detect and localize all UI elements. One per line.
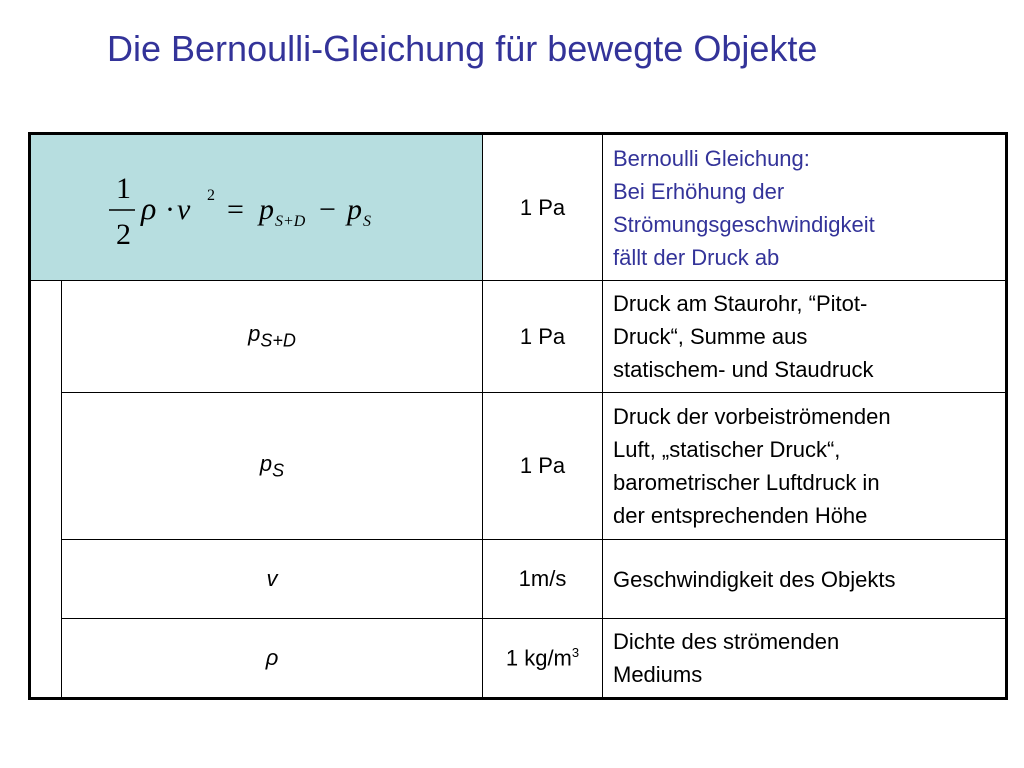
description-cell <box>603 393 1007 540</box>
symbol-cell <box>62 393 483 540</box>
symbol-cell <box>62 619 483 699</box>
table-row <box>30 540 1007 619</box>
description-line: der entsprechenden Höhe <box>613 503 868 528</box>
description-line: Geschwindigkeit des Objekts <box>613 566 896 592</box>
empty-side-cell <box>30 281 62 699</box>
description-line: Bernoulli Gleichung: <box>613 145 810 171</box>
slide-title: Die Bernoulli-Gleichung für bewegte Objekte <box>107 28 818 69</box>
description-cell <box>603 619 1007 699</box>
table-row <box>30 619 1007 699</box>
formula-v: v <box>176 192 190 226</box>
description-line: barometrischer Luftdruck in <box>613 470 880 495</box>
description-line: Strömungsgeschwindigkeit <box>613 211 875 237</box>
formula-minus: − <box>318 192 336 226</box>
symbol-subscript: S <box>272 460 285 481</box>
symbol: v <box>266 566 278 591</box>
formula-numerator: 1 <box>115 171 131 205</box>
description-line: Bei Erhöhung der <box>613 178 785 204</box>
formula-cell <box>30 134 483 281</box>
symbol-subscript: S+D <box>260 330 296 351</box>
formula-dot: · <box>164 192 175 226</box>
description-line: Dichte des strömenden <box>613 629 840 654</box>
formula-p1: p <box>258 192 274 226</box>
description-line: Druck am Staurohr, “Pitot- <box>613 291 868 316</box>
formula-exponent: 2 <box>206 186 215 204</box>
description-line: statischem- und Staudruck <box>613 357 874 382</box>
symbol: ρ <box>265 645 279 670</box>
description-line: Druck“, Summe aus <box>613 324 808 349</box>
unit-cell: 1m/s <box>483 540 603 619</box>
symbol: p <box>248 321 261 347</box>
symbol-cell <box>62 540 483 619</box>
description-line: Druck der vorbeiströmenden <box>613 404 891 429</box>
formula-sub1: S+D <box>274 212 305 230</box>
bernoulli-formula <box>107 158 407 258</box>
unit-superscript: 3 <box>571 644 580 660</box>
unit-text: 1 kg/m <box>505 645 572 671</box>
description-cell <box>603 134 1007 281</box>
unit-cell: 1 Pa <box>483 134 603 281</box>
description-cell <box>603 540 1007 619</box>
table-row <box>30 281 1007 393</box>
description-line: Luft, „statischer Druck“, <box>613 437 841 462</box>
table-row-formula <box>30 134 1007 281</box>
bernoulli-table <box>28 132 1008 700</box>
formula-sub2: S <box>362 212 371 230</box>
unit-cell: 1 Pa <box>483 393 603 540</box>
formula-equals: = <box>226 192 244 226</box>
unit-cell: 1 Pa <box>483 281 603 393</box>
unit-cell <box>483 619 603 699</box>
description-line: fällt der Druck ab <box>613 244 780 270</box>
symbol-cell <box>62 281 483 393</box>
description-line: Mediums <box>613 662 703 687</box>
table-row <box>30 393 1007 540</box>
description-cell <box>603 281 1007 393</box>
formula-rho: ρ <box>140 189 156 226</box>
formula-denominator: 2 <box>115 217 131 251</box>
symbol: p <box>259 450 273 476</box>
formula-p2: p <box>346 192 362 226</box>
